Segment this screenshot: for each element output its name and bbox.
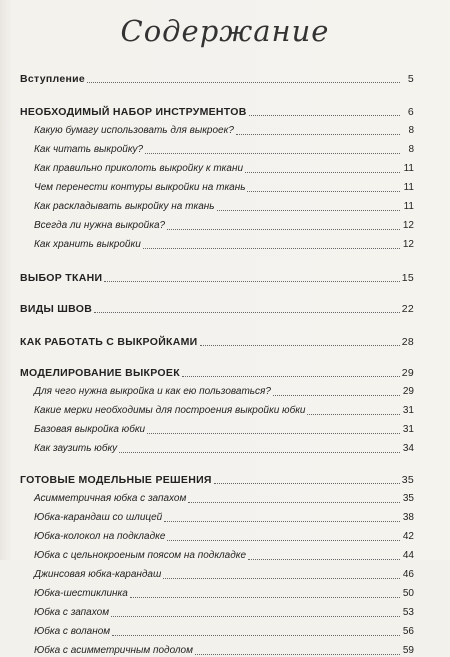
- dot-leader: [111, 616, 400, 617]
- dot-leader: [143, 248, 400, 249]
- page-title: Содержание: [120, 14, 330, 48]
- toc-entry[interactable]: [20, 379, 414, 398]
- toc-entry[interactable]: [20, 543, 414, 562]
- toc-entry-title: Юбка с запахом: [34, 607, 110, 618]
- toc-entry-title: МОДЕЛИРОВАНИЕ ВЫКРОЕК: [20, 367, 180, 379]
- toc-entry-page: 8: [408, 125, 414, 136]
- toc-entry-title: Вступление: [20, 73, 86, 85]
- toc-entry-title: Юбка с асимметричным подолом: [34, 645, 193, 656]
- toc-entry-title: Как раскладывать выкройку на ткань: [34, 201, 215, 212]
- toc-entry-page: 56: [402, 626, 414, 637]
- toc-entry-title: Как хранить выкройки: [34, 239, 141, 250]
- toc-entry-page: 12: [402, 220, 414, 231]
- toc-entry-page: 15: [401, 272, 414, 284]
- toc-entry-page: 11: [403, 182, 414, 193]
- toc-entry-title: Юбка с воланом: [34, 626, 111, 637]
- dot-leader: [147, 433, 400, 434]
- dot-leader: [87, 82, 400, 83]
- toc-entry-title: Юбка с цельнокроеным поясом на подкладке: [34, 550, 247, 561]
- toc-entry-title: Базовая выкройка юбки: [34, 424, 146, 435]
- dot-leader: [188, 502, 400, 503]
- toc-entry[interactable]: [20, 156, 414, 175]
- toc-entry-page: 31: [402, 405, 414, 416]
- toc-entry[interactable]: [20, 329, 414, 348]
- toc-entry[interactable]: [20, 194, 414, 213]
- dot-leader: [145, 153, 400, 154]
- toc-entry-title: КАК РАБОТАТЬ С ВЫКРОЙКАМИ: [20, 336, 198, 348]
- toc-entry[interactable]: [20, 99, 414, 118]
- toc-entry-page: 53: [402, 607, 414, 618]
- dot-leader: [104, 281, 399, 282]
- toc-entry-page: 12: [402, 239, 414, 250]
- dot-leader: [273, 395, 400, 396]
- toc-entry-page: 34: [402, 443, 414, 454]
- dot-leader: [163, 578, 400, 579]
- toc-entry-title: НЕОБХОДИМЫЙ НАБОР ИНСТРУМЕНТОВ: [20, 106, 247, 118]
- dot-leader: [119, 452, 400, 453]
- dot-leader: [130, 597, 400, 598]
- toc-entry-page: 46: [402, 569, 414, 580]
- toc-entry-page: 11: [403, 201, 414, 212]
- toc-entry-title: Для чего нужна выкройка и как ею пользоваться?: [34, 386, 271, 397]
- toc-entry-title: Как читать выкройку?: [34, 144, 144, 155]
- toc-entry[interactable]: [20, 524, 414, 543]
- toc-entry-title: Как правильно приколоть выкройку к ткани: [34, 163, 244, 174]
- toc-entry[interactable]: [20, 436, 414, 455]
- toc-entry-page: 44: [402, 550, 414, 561]
- toc-entry-title: Всегда ли нужна выкройка?: [34, 220, 166, 231]
- dot-leader: [164, 521, 400, 522]
- toc-entry-page: 22: [401, 303, 414, 315]
- toc-entry-title: Какую бумагу использовать для выкроек?: [34, 125, 234, 136]
- toc-entry[interactable]: [20, 398, 414, 417]
- dot-leader: [249, 115, 400, 116]
- dot-leader: [214, 483, 400, 484]
- toc-entry-title: Юбка-шестиклинка: [34, 588, 128, 599]
- toc-entry[interactable]: [20, 600, 414, 619]
- toc-entry-title: Как заузить юбку: [34, 443, 118, 454]
- toc-entry-title: Джинсовая юбка-карандаш: [34, 569, 162, 580]
- dot-leader: [236, 134, 400, 135]
- dot-leader: [245, 172, 400, 173]
- toc-entry[interactable]: [20, 619, 414, 638]
- toc-entry[interactable]: [20, 417, 414, 436]
- toc-entry[interactable]: [20, 265, 414, 284]
- toc-entry-page: 5: [407, 73, 414, 85]
- toc-entry-title: Юбка-карандаш со шлицей: [34, 512, 163, 523]
- toc-entry-page: 28: [401, 336, 414, 348]
- toc-entry-page: 35: [401, 474, 414, 486]
- toc-entry-page: 35: [402, 493, 414, 504]
- dot-leader: [307, 414, 400, 415]
- dot-leader: [112, 635, 400, 636]
- toc-entry-page: 29: [401, 367, 414, 379]
- dot-leader: [167, 229, 400, 230]
- dot-leader: [94, 312, 400, 313]
- toc-entry-page: 31: [402, 424, 414, 435]
- toc-entry[interactable]: [20, 66, 414, 85]
- toc-entry[interactable]: [20, 581, 414, 600]
- toc-entry-title: ВИДЫ ШВОВ: [20, 303, 93, 315]
- toc-entry-title: Какие мерки необходимы для построения выкройки юбки: [34, 405, 306, 416]
- toc-entry-page: 6: [407, 106, 414, 118]
- toc-entry-page: 29: [402, 386, 414, 397]
- toc-entry[interactable]: [20, 486, 414, 505]
- toc-entry[interactable]: [20, 232, 414, 251]
- toc-entry-title: Чем перенести контуры выкройки на ткань: [34, 182, 246, 193]
- toc-entry-page: 59: [402, 645, 414, 656]
- toc-entry-page: 38: [402, 512, 414, 523]
- toc-entry[interactable]: [20, 638, 414, 657]
- dot-leader: [217, 210, 400, 211]
- toc-entry[interactable]: [20, 505, 414, 524]
- toc-entry-page: 50: [402, 588, 414, 599]
- toc-entry-title: Юбка-колокол на подкладке: [34, 531, 166, 542]
- toc-entry[interactable]: [20, 296, 414, 315]
- dot-leader: [195, 654, 400, 655]
- dot-leader: [182, 376, 400, 377]
- toc-entry-title: Асимметричная юбка с запахом: [34, 493, 187, 504]
- toc-entry-page: 42: [402, 531, 414, 542]
- toc-entry[interactable]: [20, 175, 414, 194]
- toc-entry[interactable]: [20, 360, 414, 379]
- toc-entry[interactable]: [20, 467, 414, 486]
- toc-entry-page: 8: [408, 144, 414, 155]
- toc-entry[interactable]: [20, 118, 414, 137]
- toc-entry-page: 11: [403, 163, 414, 174]
- toc-entry[interactable]: [20, 213, 414, 232]
- toc-entry-title: ВЫБОР ТКАНИ: [20, 272, 103, 284]
- dot-leader: [167, 540, 400, 541]
- toc-entry[interactable]: [20, 137, 414, 156]
- dot-leader: [247, 191, 400, 192]
- toc-entry-title: ГОТОВЫЕ МОДЕЛЬНЫЕ РЕШЕНИЯ: [20, 474, 212, 486]
- table-of-contents: [20, 66, 414, 657]
- dot-leader: [200, 345, 400, 346]
- toc-entry[interactable]: [20, 562, 414, 581]
